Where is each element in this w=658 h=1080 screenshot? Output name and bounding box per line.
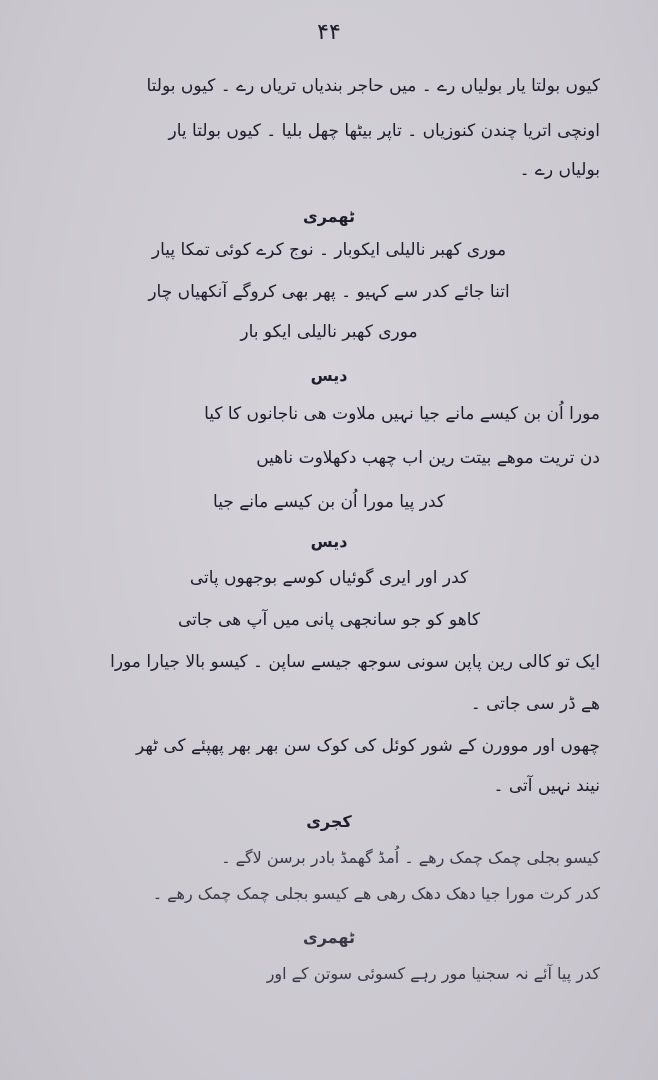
text-line: نیند نہیں آتی ۔ — [493, 776, 600, 796]
page-number: ۴۴ — [317, 20, 341, 45]
section-heading: ٹھمری — [303, 207, 355, 226]
section-heading: دیس — [310, 366, 348, 385]
text-line: دن تریت موھے بیتت رین اب چھب دکھلاوت ناھیں — [256, 448, 600, 468]
text-line: کیوں بولتا یار بولیاں رے ۔ میں حاجر بندیاں تریاں رے ۔ کیوں بولتا — [146, 76, 600, 96]
text-line: کدر کرت مورا جیا دھک دھک رھی ھے کیسو بجلی چمک چمک رھے ۔ — [152, 884, 600, 903]
text-line: ھے ڈر سی جاتی ۔ — [470, 694, 600, 714]
text-line: اتنا جائے کدر سے کہیو ۔ پھر بھی کروگے آنکھیاں چار — [148, 282, 510, 302]
text-line: کدر پیا آئے نہ سجنیا مور رہے کسوئی سوتن کے اور — [266, 964, 600, 983]
text-line: کاھو کو جو سانجھی پانی میں آپ ھی جاتی — [178, 610, 480, 630]
section-heading: دیس — [310, 532, 348, 551]
text-line: موری کھبر نالیلی ایکوبار ۔ نوج کرے کوئی تمکا پیار — [151, 240, 507, 260]
text-line: کدر اور ایری گوئیاں کوسے بوجھوں پاتی — [189, 568, 469, 588]
text-line: ایک تو کالی رین پاپن سونی سوجھ جیسے ساپن ۔ کیسو بالا جیارا مورا — [110, 652, 600, 672]
text-line: اونچی اتریا چندن کنوزیاں ۔ تاپر بیٹھا چھل بلیا ۔ کیوں بولتا یار — [168, 121, 600, 141]
text-line: کیسو بجلی چمک چمک رھے ۔ اُمڈ گھمڈ بادر برسن لاگے ۔ — [221, 848, 600, 867]
text-line: مورا اُن بن کیسے مانے جیا نہیں ملاوت ھی ناجانوں کا کیا — [204, 404, 600, 424]
section-heading: ٹھمری — [303, 928, 355, 947]
text-line: موری کھبر نالیلی ایکو بار — [240, 322, 418, 342]
text-line: بولیاں رے ۔ — [519, 160, 600, 180]
text-line: چھوں اور موورن کے شور کوئل کی کوک سن بھر بھر پھپئے کی ٹھر — [136, 736, 600, 756]
section-heading: کجری — [306, 812, 352, 831]
text-line: کدر پیا مورا اُن بن کیسے مانے جیا — [213, 492, 445, 512]
